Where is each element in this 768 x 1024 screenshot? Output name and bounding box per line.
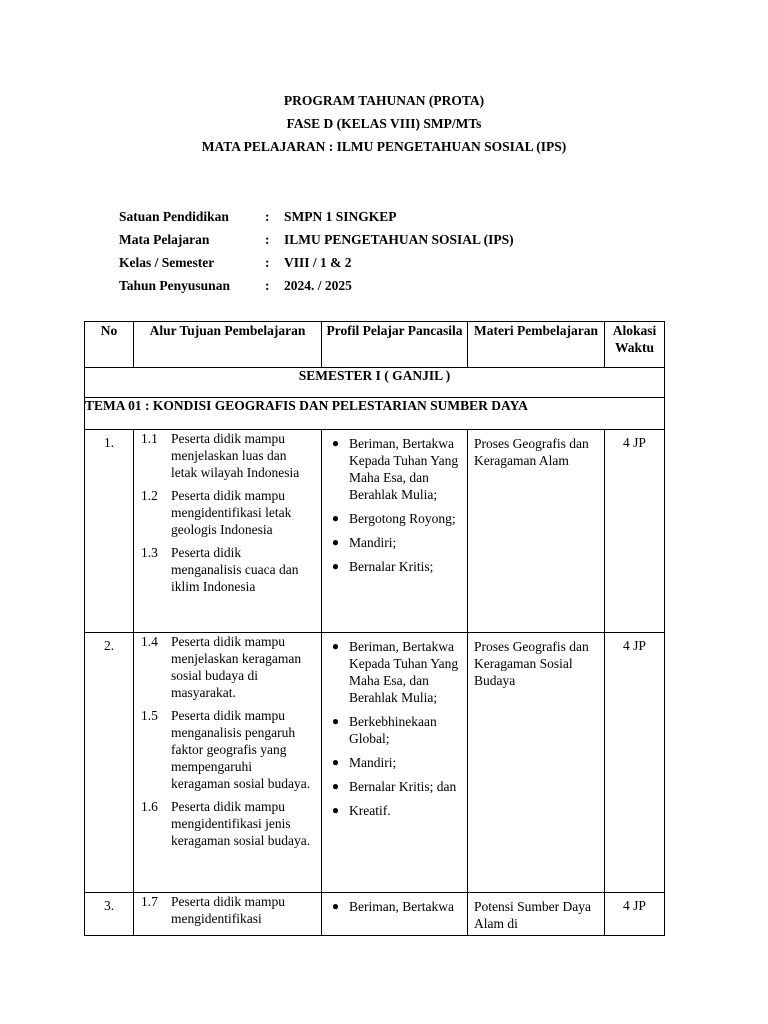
- info-sep: :: [265, 277, 270, 293]
- materi-cell: [468, 893, 605, 936]
- tema-label: TEMA 01 : KONDISI GEOGRAFIS DAN PELESTARIAN SUMBER DAYA: [85, 398, 665, 430]
- profil-item: ● Kreatif.: [322, 802, 467, 819]
- materi-text: Potensi Sumber Daya Alam di: [474, 899, 591, 931]
- profil-item: ● Beriman, Bertakwa: [322, 898, 467, 915]
- objective-num: 1.3: [141, 545, 158, 560]
- info-value: SMPN 1 SINGKEP: [284, 208, 397, 224]
- objective-num: 1.4: [141, 634, 158, 649]
- profil-item: ● Beriman, Bertakwa Kepada Tuhan Yang Maha Esa, dan Berahlak Mulia;: [322, 638, 467, 706]
- info-block: [119, 205, 514, 297]
- doc-title: PROGRAM TAHUNAN (PROTA): [283, 93, 485, 108]
- objectives-cell: [134, 430, 322, 633]
- bullet-icon: ●: [331, 803, 340, 817]
- info-key: Kelas / Semester: [119, 254, 215, 270]
- profil-item: ● Mandiri;: [322, 534, 467, 551]
- objective-item: [134, 798, 321, 849]
- bullet-icon: ●: [331, 511, 340, 525]
- profil-item: ● Bernalar Kritis;: [322, 558, 467, 575]
- objective-text: Peserta didik mampu menganalisis pengaruh faktor geografis yang mempengaruhi keragaman sosial budaya.: [171, 708, 311, 791]
- materi-cell: Proses Geografis dan Keragaman Alam: [468, 430, 605, 633]
- info-value: 2024. / 2025: [284, 277, 352, 293]
- profil-item: ● Mandiri;: [322, 754, 467, 771]
- alokasi-cell: 4 JP: [605, 893, 665, 936]
- objective-text: Peserta didik mampu menjelaskan keragaman sosial budaya di masyarakat.: [171, 634, 302, 700]
- profil-cell: [322, 633, 468, 893]
- info-row: [119, 251, 514, 274]
- table-row: [85, 633, 665, 893]
- objective-text: Peserta didik mampu menjelaskan luas dan letak wilayah Indonesia: [171, 431, 300, 480]
- objective-item: [134, 544, 321, 595]
- profil-item: ● Beriman, Bertakwa Kepada Tuhan Yang Maha Esa, dan Berahlak Mulia;: [322, 435, 467, 503]
- profil-cell: [322, 893, 468, 936]
- objective-num: 1.7: [141, 894, 158, 909]
- profil-cell: [322, 430, 468, 633]
- info-sep: :: [265, 231, 270, 247]
- objective-text: Peserta didik mampu mengidentifikasi jenis keragaman sosial budaya.: [171, 799, 311, 848]
- info-key: Tahun Penyusunan: [119, 277, 230, 293]
- row-no: 3.: [85, 893, 134, 936]
- materi-cell: Proses Geografis dan Keragaman Sosial Budaya: [468, 633, 605, 893]
- objective-text: Peserta didik mampu mengidentifikasi letak geologis Indonesia: [171, 488, 292, 537]
- bullet-icon: ●: [331, 755, 340, 769]
- alokasi-cell: 4 JP: [605, 633, 665, 893]
- bullet-icon: ●: [331, 639, 340, 653]
- info-value: ILMU PENGETAHUAN SOSIAL (IPS): [284, 231, 514, 247]
- header-materi: Materi Pembelajaran: [468, 322, 605, 368]
- objective-item: [134, 487, 321, 538]
- prota-table: [84, 321, 665, 936]
- objective-num: 1.1: [141, 431, 158, 446]
- header-no: No: [85, 322, 134, 368]
- objectives-cell: [134, 893, 322, 936]
- table-row: [85, 430, 665, 633]
- info-key: Satuan Pendidikan: [119, 208, 229, 224]
- bullet-icon: ●: [331, 714, 340, 728]
- profil-item: ● Berkebhinekaan Global;: [322, 713, 467, 747]
- info-row: [119, 205, 514, 228]
- profil-item: ● Bernalar Kritis; dan: [322, 778, 467, 795]
- bullet-icon: ●: [331, 436, 340, 450]
- info-row: [119, 274, 514, 297]
- info-key: Mata Pelajaran: [119, 231, 210, 247]
- objective-item: [134, 893, 321, 927]
- alokasi-cell: 4 JP: [605, 430, 665, 633]
- header-row: [85, 322, 665, 368]
- bullet-icon: ●: [331, 779, 340, 793]
- info-sep: :: [265, 208, 270, 224]
- header-alur: Alur Tujuan Pembelajaran: [134, 322, 322, 368]
- objective-text: Peserta didik mampu mengidentifikasi: [171, 894, 285, 926]
- info-row: [119, 228, 514, 251]
- objective-text: Peserta didik menganalisis cuaca dan iklim Indonesia: [171, 545, 299, 594]
- bullet-icon: ●: [331, 899, 340, 913]
- bullet-icon: ●: [331, 535, 340, 549]
- row-no: 2.: [85, 633, 134, 893]
- objective-item: [134, 707, 321, 792]
- table-row: [85, 893, 665, 936]
- objective-num: 1.2: [141, 488, 158, 503]
- doc-subtitle-subject: MATA PELAJARAN : ILMU PENGETAHUAN SOSIAL (IPS): [201, 139, 567, 154]
- objectives-cell: [134, 633, 322, 893]
- semester-label: SEMESTER I ( GANJIL ): [85, 368, 665, 398]
- header-alokasi: Alokasi Waktu: [605, 322, 665, 368]
- doc-subtitle-phase: FASE D (KELAS VIII) SMP/MTs: [286, 116, 482, 131]
- profil-item: ● Bergotong Royong;: [322, 510, 467, 527]
- semester-row: [85, 368, 665, 398]
- info-value: VIII / 1 & 2: [284, 254, 352, 270]
- row-no: 1.: [85, 430, 134, 633]
- info-sep: :: [265, 254, 270, 270]
- objective-num: 1.6: [141, 799, 158, 814]
- objective-num: 1.5: [141, 708, 158, 723]
- bullet-icon: ●: [331, 559, 340, 573]
- objective-item: [134, 430, 321, 481]
- header-profil: Profil Pelajar Pancasila: [322, 322, 468, 368]
- objective-item: [134, 633, 321, 701]
- tema-row: [85, 398, 665, 430]
